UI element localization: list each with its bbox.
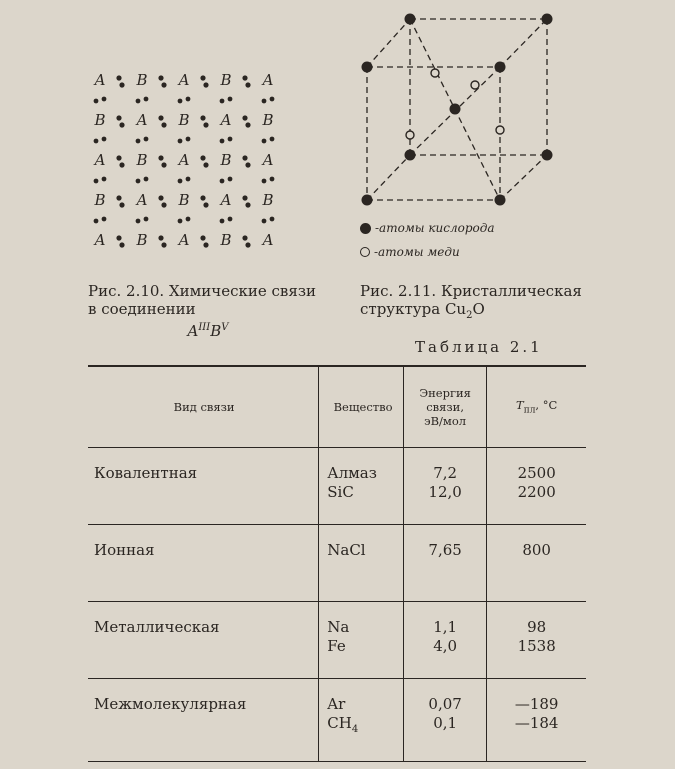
electron-dot: [158, 235, 163, 240]
grid-atom-label: A: [262, 151, 274, 169]
temp-value: 2200: [517, 483, 556, 501]
electron-dot: [144, 137, 149, 142]
electron-dot: [262, 139, 267, 144]
legend-oxygen: [360, 216, 495, 240]
grid-atom-label: A: [94, 71, 106, 89]
cell-energy: [403, 602, 486, 679]
cell-melting-temp: [487, 602, 586, 679]
cell-bond-type: Металлическая: [94, 618, 220, 636]
header-energy-line1: Энергия: [419, 386, 471, 400]
cell-energy: [403, 525, 486, 602]
grid-atom-label: B: [94, 191, 106, 209]
electron-dot: [242, 155, 247, 160]
electron-dot: [242, 75, 247, 80]
substance-name: $CH_4$: [327, 714, 359, 735]
oxygen-atom: [362, 62, 373, 73]
grid-atom-label: B: [262, 111, 274, 129]
oxygen-atom: [542, 150, 553, 161]
formula-b: B: [210, 322, 222, 340]
grid-atom-label: A: [220, 191, 232, 209]
table-header-row: [88, 366, 586, 448]
grid-atom-label: A: [136, 191, 148, 209]
electron-dot: [228, 177, 233, 182]
electron-dot: [161, 242, 166, 247]
header-energy-line2: связи,: [426, 400, 464, 414]
figure-2-10-formula: [88, 319, 328, 340]
electron-dot: [116, 235, 121, 240]
electron-dot: [203, 242, 208, 247]
grid-atom-label: A: [262, 71, 274, 89]
grid-atom-label: B: [220, 231, 232, 249]
figure-2-11-crystal-diagram: [355, 5, 565, 210]
electron-dot: [200, 155, 205, 160]
electron-dot: [242, 195, 247, 200]
substance-name: Fe: [327, 637, 346, 655]
oxygen-atom: [405, 150, 416, 161]
electron-dot: [186, 217, 191, 222]
cell-melting-temp: [487, 525, 586, 602]
copper-atom: [406, 131, 414, 139]
legend-oxygen-label: -атомы кислорода: [375, 221, 495, 235]
electron-dot: [242, 115, 247, 120]
electron-dot: [228, 97, 233, 102]
substance-name: Na: [327, 618, 350, 636]
grid-atom-label: B: [136, 71, 148, 89]
electron-dot: [94, 99, 99, 104]
electron-dot: [270, 97, 275, 102]
header-substance: Вещество: [319, 366, 404, 448]
header-temp-unit: , °C: [535, 398, 558, 413]
energy-value: 7,65: [428, 541, 462, 559]
electron-dot: [116, 195, 121, 200]
grid-atom-label: B: [94, 111, 106, 129]
filled-circle-icon: [360, 223, 371, 234]
cell-bond-type: Ионная: [94, 541, 155, 559]
table-body: [88, 448, 586, 762]
electron-dot: [270, 137, 275, 142]
grid-atom-label: A: [178, 71, 190, 89]
header-melting-temp: [487, 366, 586, 448]
electron-dot: [203, 122, 208, 127]
electron-dot: [136, 139, 141, 144]
copper-atom: [496, 126, 504, 134]
temp-value: 800: [522, 541, 551, 559]
electron-dot: [102, 137, 107, 142]
electron-dot: [245, 122, 250, 127]
electron-dot: [136, 219, 141, 224]
header-bond-type: Вид связи: [88, 366, 319, 448]
temp-value: 2500: [517, 464, 556, 482]
electron-dot: [136, 99, 141, 104]
grid-atom-label: B: [220, 71, 232, 89]
electron-dot: [245, 242, 250, 247]
grid-atom-label: B: [136, 151, 148, 169]
electron-dot: [161, 162, 166, 167]
energy-value: 4,0: [433, 637, 458, 655]
electron-dot: [158, 75, 163, 80]
grid-atom-label: B: [262, 191, 274, 209]
cell-bond-type: Межмолекулярная: [94, 695, 247, 713]
electron-dot: [220, 139, 225, 144]
electron-dot: [116, 155, 121, 160]
cell-energy: [403, 448, 486, 525]
grid-atom-label: A: [178, 231, 190, 249]
electron-dot: [200, 235, 205, 240]
temp-value: —189: [514, 695, 559, 713]
open-circle-icon: [360, 247, 370, 257]
grid-atom-label: B: [178, 111, 190, 129]
electron-dot: [178, 139, 183, 144]
cell-bond-type: Ковалентная: [94, 464, 198, 482]
electron-dot: [245, 202, 250, 207]
electron-dot: [158, 115, 163, 120]
electron-dot: [186, 137, 191, 142]
energy-value: 7,2: [433, 464, 458, 482]
electron-dot: [203, 82, 208, 87]
temp-value: 98: [527, 618, 547, 636]
figure-2-11-caption: [360, 282, 600, 325]
electron-dot: [262, 99, 267, 104]
grid-atom-label: A: [94, 151, 106, 169]
electron-dot: [119, 242, 124, 247]
cell-substance: [319, 602, 404, 679]
electron-dot: [178, 179, 183, 184]
figure-2-10-diagram: [60, 50, 320, 270]
table-row: [88, 448, 586, 525]
electron-dot: [200, 195, 205, 200]
electron-dot: [119, 162, 124, 167]
formula-a: A: [187, 322, 199, 340]
table-caption: Таблица 2.1: [415, 338, 543, 356]
electron-dot: [245, 82, 250, 87]
electron-dot: [262, 219, 267, 224]
legend-copper: [360, 240, 495, 264]
oxygen-atom: [495, 62, 506, 73]
electron-dot: [116, 75, 121, 80]
electron-dot: [220, 219, 225, 224]
electron-dot: [119, 82, 124, 87]
electron-dot: [144, 217, 149, 222]
copper-atom: [471, 81, 479, 89]
oxygen-atom: [450, 104, 461, 115]
formula-a-sup: III: [198, 322, 211, 333]
electron-dot: [262, 179, 267, 184]
electron-dot: [144, 97, 149, 102]
cell-substance: [319, 448, 404, 525]
figure-2-11-caption-end: O: [472, 300, 485, 318]
electron-dot: [220, 179, 225, 184]
substance-subscript: 4: [351, 724, 359, 735]
electron-dot: [94, 179, 99, 184]
electron-dot: [119, 202, 124, 207]
electron-dot: [161, 202, 166, 207]
electron-dot: [178, 99, 183, 104]
temp-value: —184: [514, 714, 559, 732]
copper-atom: [431, 69, 439, 77]
substance-name: Ar: [327, 695, 346, 713]
cell-substance: [319, 679, 404, 762]
figure-2-10-caption: [88, 282, 328, 340]
cell-melting-temp: [487, 448, 586, 525]
electron-dot: [116, 115, 121, 120]
electron-dot: [94, 219, 99, 224]
electron-dot: [102, 97, 107, 102]
header-energy: [403, 366, 486, 448]
energy-value: 1,1: [433, 618, 458, 636]
figure-2-10-caption-text: Рис. 2.10. Химические связи в соединении: [88, 282, 317, 318]
energy-value: 0,1: [433, 714, 458, 732]
cell-substance: [319, 525, 404, 602]
electron-dot: [220, 99, 225, 104]
grid-atom-label: A: [178, 151, 190, 169]
table-row: [88, 679, 586, 762]
electron-dot: [161, 122, 166, 127]
electron-dot: [270, 217, 275, 222]
legend-copper-label: -атомы меди: [374, 245, 460, 259]
electron-dot: [186, 177, 191, 182]
oxygen-atom: [542, 14, 553, 25]
electron-dot: [245, 162, 250, 167]
figure-2-11-caption-sub: 2: [466, 310, 473, 321]
grid-atom-label: A: [262, 231, 274, 249]
electron-dot: [161, 82, 166, 87]
substance-name: NaCl: [327, 541, 366, 559]
oxygen-atom: [495, 195, 506, 206]
electron-dot: [178, 219, 183, 224]
electron-dot: [158, 195, 163, 200]
grid-atom-label: B: [136, 231, 148, 249]
electron-dot: [102, 217, 107, 222]
header-energy-line3: эВ/мол: [424, 414, 467, 428]
header-temp-symbol: T: [516, 398, 524, 413]
grid-atom-label: A: [220, 111, 232, 129]
figure-2-11-legend: [360, 216, 495, 264]
oxygen-atom: [362, 195, 373, 206]
electron-dot: [242, 235, 247, 240]
substance-name: SiC: [327, 483, 354, 501]
table-row: [88, 602, 586, 679]
energy-value: 12,0: [428, 483, 462, 501]
electron-dot: [228, 137, 233, 142]
header-temp-sub: пл: [523, 405, 536, 416]
electron-dot: [102, 177, 107, 182]
grid-atom-label: A: [136, 111, 148, 129]
substance-name: Алмаз: [327, 464, 377, 482]
electron-dot: [158, 155, 163, 160]
figure-2-11-caption-text: Рис. 2.11. Кристаллическая структура Cu: [360, 282, 582, 318]
cell-melting-temp: [487, 679, 586, 762]
electron-dot: [203, 162, 208, 167]
electron-dot: [186, 97, 191, 102]
electron-dot: [200, 75, 205, 80]
cell-energy: [403, 679, 486, 762]
electron-dot: [119, 122, 124, 127]
electron-dot: [228, 217, 233, 222]
electron-dot: [270, 177, 275, 182]
table-2-1: [88, 365, 586, 762]
electron-dot: [144, 177, 149, 182]
temp-value: 1538: [517, 637, 556, 655]
grid-atom-label: B: [178, 191, 190, 209]
grid-atom-label: A: [94, 231, 106, 249]
grid-atom-label: B: [220, 151, 232, 169]
table-row: [88, 525, 586, 602]
electron-dot: [136, 179, 141, 184]
energy-value: 0,07: [428, 695, 462, 713]
electron-dot: [94, 139, 99, 144]
formula-b-sup: V: [221, 322, 229, 333]
electron-dot: [203, 202, 208, 207]
oxygen-atom: [405, 14, 416, 25]
electron-dot: [200, 115, 205, 120]
